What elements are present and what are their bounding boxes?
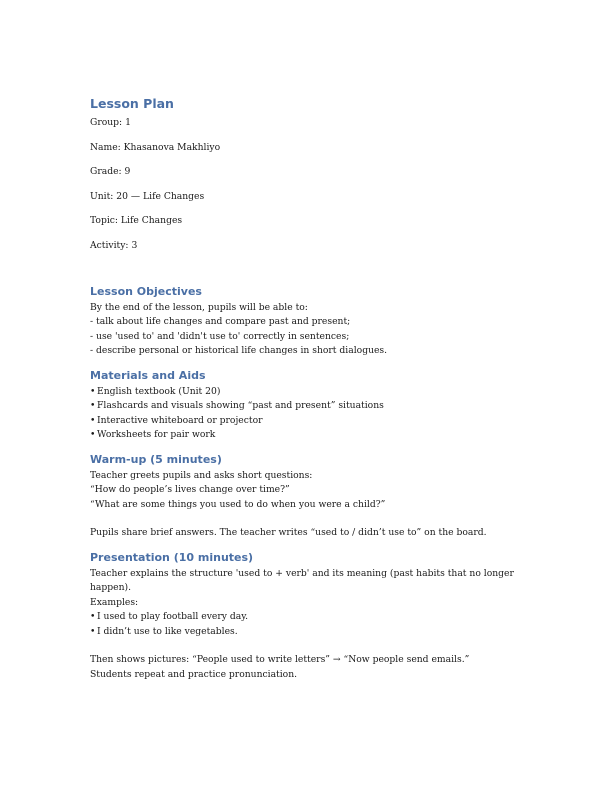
- materials-heading: Materials and Aids: [90, 368, 206, 382]
- info-activity: Activity: 3: [90, 239, 138, 251]
- list-item: • Worksheets for pair work: [90, 428, 530, 443]
- bullet-icon: •: [90, 400, 96, 411]
- list-item: • English textbook (Unit 20): [90, 385, 530, 400]
- objectives-section: [90, 285, 530, 359]
- paragraph-gap: [90, 639, 530, 653]
- document-page: [90, 96, 530, 692]
- objectives-line: - describe personal or historical life changes in short dialogues.: [90, 345, 388, 356]
- examples-list: [90, 610, 530, 639]
- warmup-question: “What are some things you used to do when you were a child?”: [90, 498, 386, 510]
- materials-list: [90, 385, 530, 443]
- warmup-section: [90, 453, 530, 541]
- warmup-line: Teacher greets pupils and asks short questions:: [90, 469, 313, 481]
- lesson-info: [90, 117, 530, 252]
- list-item: • I used to play football every day.: [90, 610, 530, 625]
- presentation-heading: Presentation (10 minutes): [90, 550, 254, 564]
- list-item: • Interactive whiteboard or projector: [90, 414, 530, 429]
- bullet-icon: •: [90, 611, 96, 622]
- warmup-question: “How do people’s lives change over time?”: [90, 484, 290, 495]
- bullet-icon: •: [90, 429, 96, 440]
- presentation-line: Teacher explains the structure 'used to + verb' and its meaning (past habits that no longer: [90, 567, 514, 579]
- warmup-after: Pupils share brief answers. The teacher writes “used to / didn’t use to” on the board.: [90, 527, 487, 538]
- paragraph-gap: [90, 512, 530, 526]
- info-unit: Unit: 20 — Life Changes: [90, 190, 205, 202]
- list-item: • I didn’t use to like vegetables.: [90, 625, 530, 640]
- materials-section: [90, 369, 530, 443]
- list-item: • Flashcards and visuals showing “past and present” situations: [90, 399, 530, 414]
- bullet-icon: •: [90, 385, 96, 397]
- presentation-after: Then shows pictures: “People used to write letters” → “Now people send emails.”: [90, 654, 470, 665]
- info-group: Group: 1: [90, 117, 131, 128]
- presentation-line: Examples:: [90, 596, 139, 608]
- document-title: Lesson Plan: [90, 96, 174, 111]
- bullet-icon: •: [90, 414, 96, 426]
- presentation-line: happen).: [90, 582, 132, 593]
- info-name: Name: Khasanova Makhliyo: [90, 141, 221, 153]
- warmup-heading: Warm-up (5 minutes): [90, 452, 222, 466]
- bullet-icon: •: [90, 625, 96, 637]
- presentation-after: Students repeat and practice pronunciation.: [90, 668, 298, 680]
- objectives-line: By the end of the lesson, pupils will be able to:: [90, 301, 308, 313]
- info-topic: Topic: Life Changes: [90, 215, 183, 226]
- presentation-section: [90, 551, 530, 683]
- info-grade: Grade: 9: [90, 166, 131, 177]
- objectives-heading: Lesson Objectives: [90, 284, 202, 298]
- objectives-line: - talk about life changes and compare past and present;: [90, 316, 351, 327]
- objectives-line: - use 'used to' and 'didn't use to' correctly in sentences;: [90, 330, 350, 342]
